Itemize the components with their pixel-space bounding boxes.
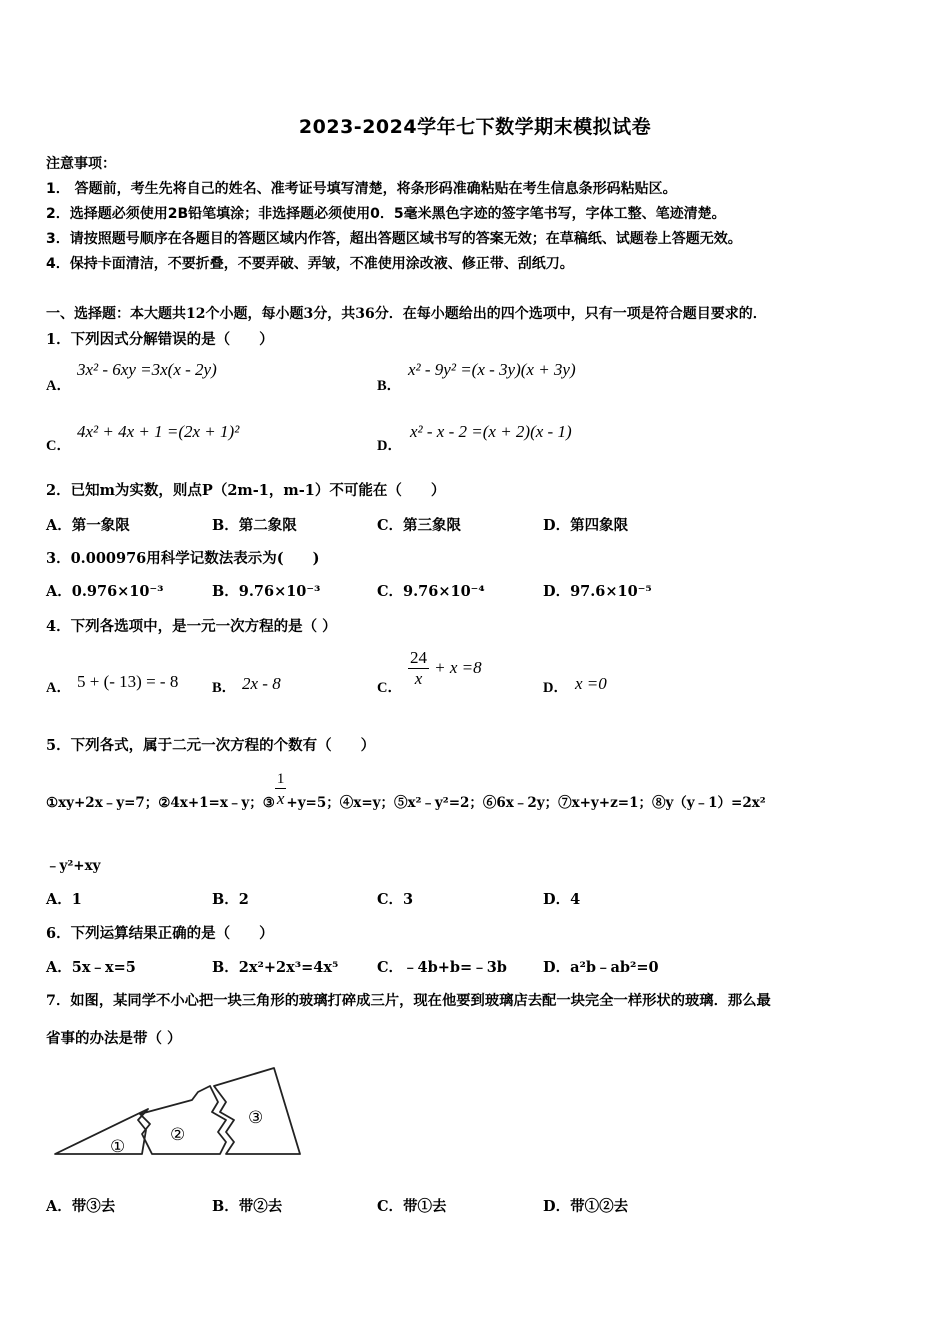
q2-option-a: A．第一象限 [46,517,130,534]
q6-option-c: C．﹣4b+b=﹣3b [377,959,507,976]
glass-piece-3-label: ③ [248,1108,264,1128]
q5-option-a: A．1 [46,891,82,908]
q5-expressions-line2: ﹣y²+xy [46,858,101,874]
q2-option-c: C．第三象限 [377,517,462,534]
q5-fraction [275,771,287,809]
q4-option-d: x =0 [575,674,607,693]
q1-option-b: x² - 9y² =(x - 3y)(x + 3y) [408,360,576,379]
q1-option-a-label: A． [46,378,71,394]
q5-option-b: B．2 [212,891,249,908]
q4-option-c-numerator: 24 [410,648,427,667]
question-1-stem: 1．下列因式分解错误的是（ ） [46,331,274,348]
q6-option-b: B．2x²+2x³=4x⁵ [212,959,339,976]
q3-option-c: C．9.76×10⁻⁴ [377,583,485,600]
q5-fraction-denominator: x [276,788,285,808]
glass-piece-2-label: ② [170,1125,186,1145]
q5-option-d: D．4 [543,891,581,908]
q7-option-b: B．带②去 [212,1198,283,1215]
q1-option-b-label: B． [377,378,402,394]
q4-option-b-label: B． [212,680,237,696]
q1-option-c-label: C． [46,438,71,454]
question-3-stem: 3．0.000976用科学记数法表示为( ) [46,550,320,567]
q7-option-a: A．带③去 [46,1198,116,1215]
notice-item-4: 4．保持卡面清洁，不要折叠，不要弄破、弄皱，不准使用涂改液、修正带、刮纸刀。 [46,256,574,272]
q7-option-d: D．带①②去 [543,1198,629,1215]
q1-option-a: 3x² - 6xy =3x(x - 2y) [77,360,217,379]
q3-option-a: A．0.976×10⁻³ [46,583,164,600]
q5-fraction-numerator: 1 [275,771,287,789]
q2-option-b: B．第二象限 [212,517,297,534]
q4-option-c-denominator: x [414,669,423,688]
q3-option-d: D．97.6×10⁻⁵ [543,583,652,600]
notice-heading: 注意事项： [46,156,116,172]
q4-option-c [408,648,482,689]
q6-option-a: A．5x﹣x=5 [46,959,136,976]
q5-option-c: C．3 [377,891,414,908]
q4-option-b: 2x - 8 [242,674,281,693]
q3-option-b: B．9.76×10⁻³ [212,583,321,600]
q5-expressions-part2: +y=5；④x=y；⑤x²﹣y²=2；⑥6x﹣2y；⑦x+y+z=1；⑧y（y﹣1）=2x² [286,795,766,811]
question-5-stem: 5．下列各式，属于二元一次方程的个数有（ ） [46,737,376,754]
question-7-stem-line1: 7．如图，某同学不小心把一块三角形的玻璃打碎成三片，现在他要到玻璃店去配一块完全一样形状的玻璃．那么最 [46,993,771,1009]
q4-option-a-label: A． [46,680,71,696]
question-6-stem: 6．下列运算结果正确的是（ ） [46,925,274,942]
broken-glass-figure [50,1062,310,1162]
q4-option-c-rest: + x =8 [434,658,482,677]
q4-option-c-fraction [408,648,429,689]
q5-expressions-line1 [46,770,766,811]
q5-expressions-part1: ①xy+2x﹣y=7；②4x+1=x﹣y；③ [46,795,275,811]
q4-option-d-label: D． [543,680,568,696]
q4-option-c-label: C． [377,680,402,696]
q1-option-c: 4x² + 4x + 1 =(2x + 1)² [77,422,240,441]
notice-item-3: 3．请按照题号顺序在各题目的答题区域内作答，超出答题区域书写的答案无效；在草稿纸、试题卷上答题无效。 [46,231,742,247]
page-title: 2023-2024学年七下数学期末模拟试卷 [298,116,652,138]
glass-piece-1-label: ① [110,1137,126,1157]
q1-option-d-label: D． [377,438,402,454]
q1-option-d: x² - x - 2 =(x + 2)(x - 1) [410,422,572,441]
notice-item-2: 2．选择题必须使用2B铅笔填涂；非选择题必须使用0．5毫米黑色字迹的签字笔书写，字体工整、笔迹清楚。 [46,206,726,222]
section-heading: 一、选择题：本大题共12个小题，每小题3分，共36分．在每小题给出的四个选项中，只有一项是符合题目要求的． [46,306,767,322]
q7-option-c: C．带①去 [377,1198,447,1215]
question-7-stem-line2: 省事的办法是带（ ） [46,1030,182,1047]
q2-option-d: D．第四象限 [543,517,629,534]
q6-option-d: D．a²b﹣ab²=0 [543,959,659,976]
question-2-stem: 2．已知m为实数，则点P（2m-1，m-1）不可能在（ ） [46,482,446,499]
question-4-stem: 4．下列各选项中，是一元一次方程的是（ ） [46,618,337,635]
notice-item-1: 1． 答题前，考生先将自己的姓名、准考证号填写清楚，将条形码准确粘贴在考生信息条形码粘贴区。 [46,181,677,197]
glass-piece-1 [55,1109,148,1154]
q4-option-a: 5 + (- 13) = - 8 [77,672,179,691]
